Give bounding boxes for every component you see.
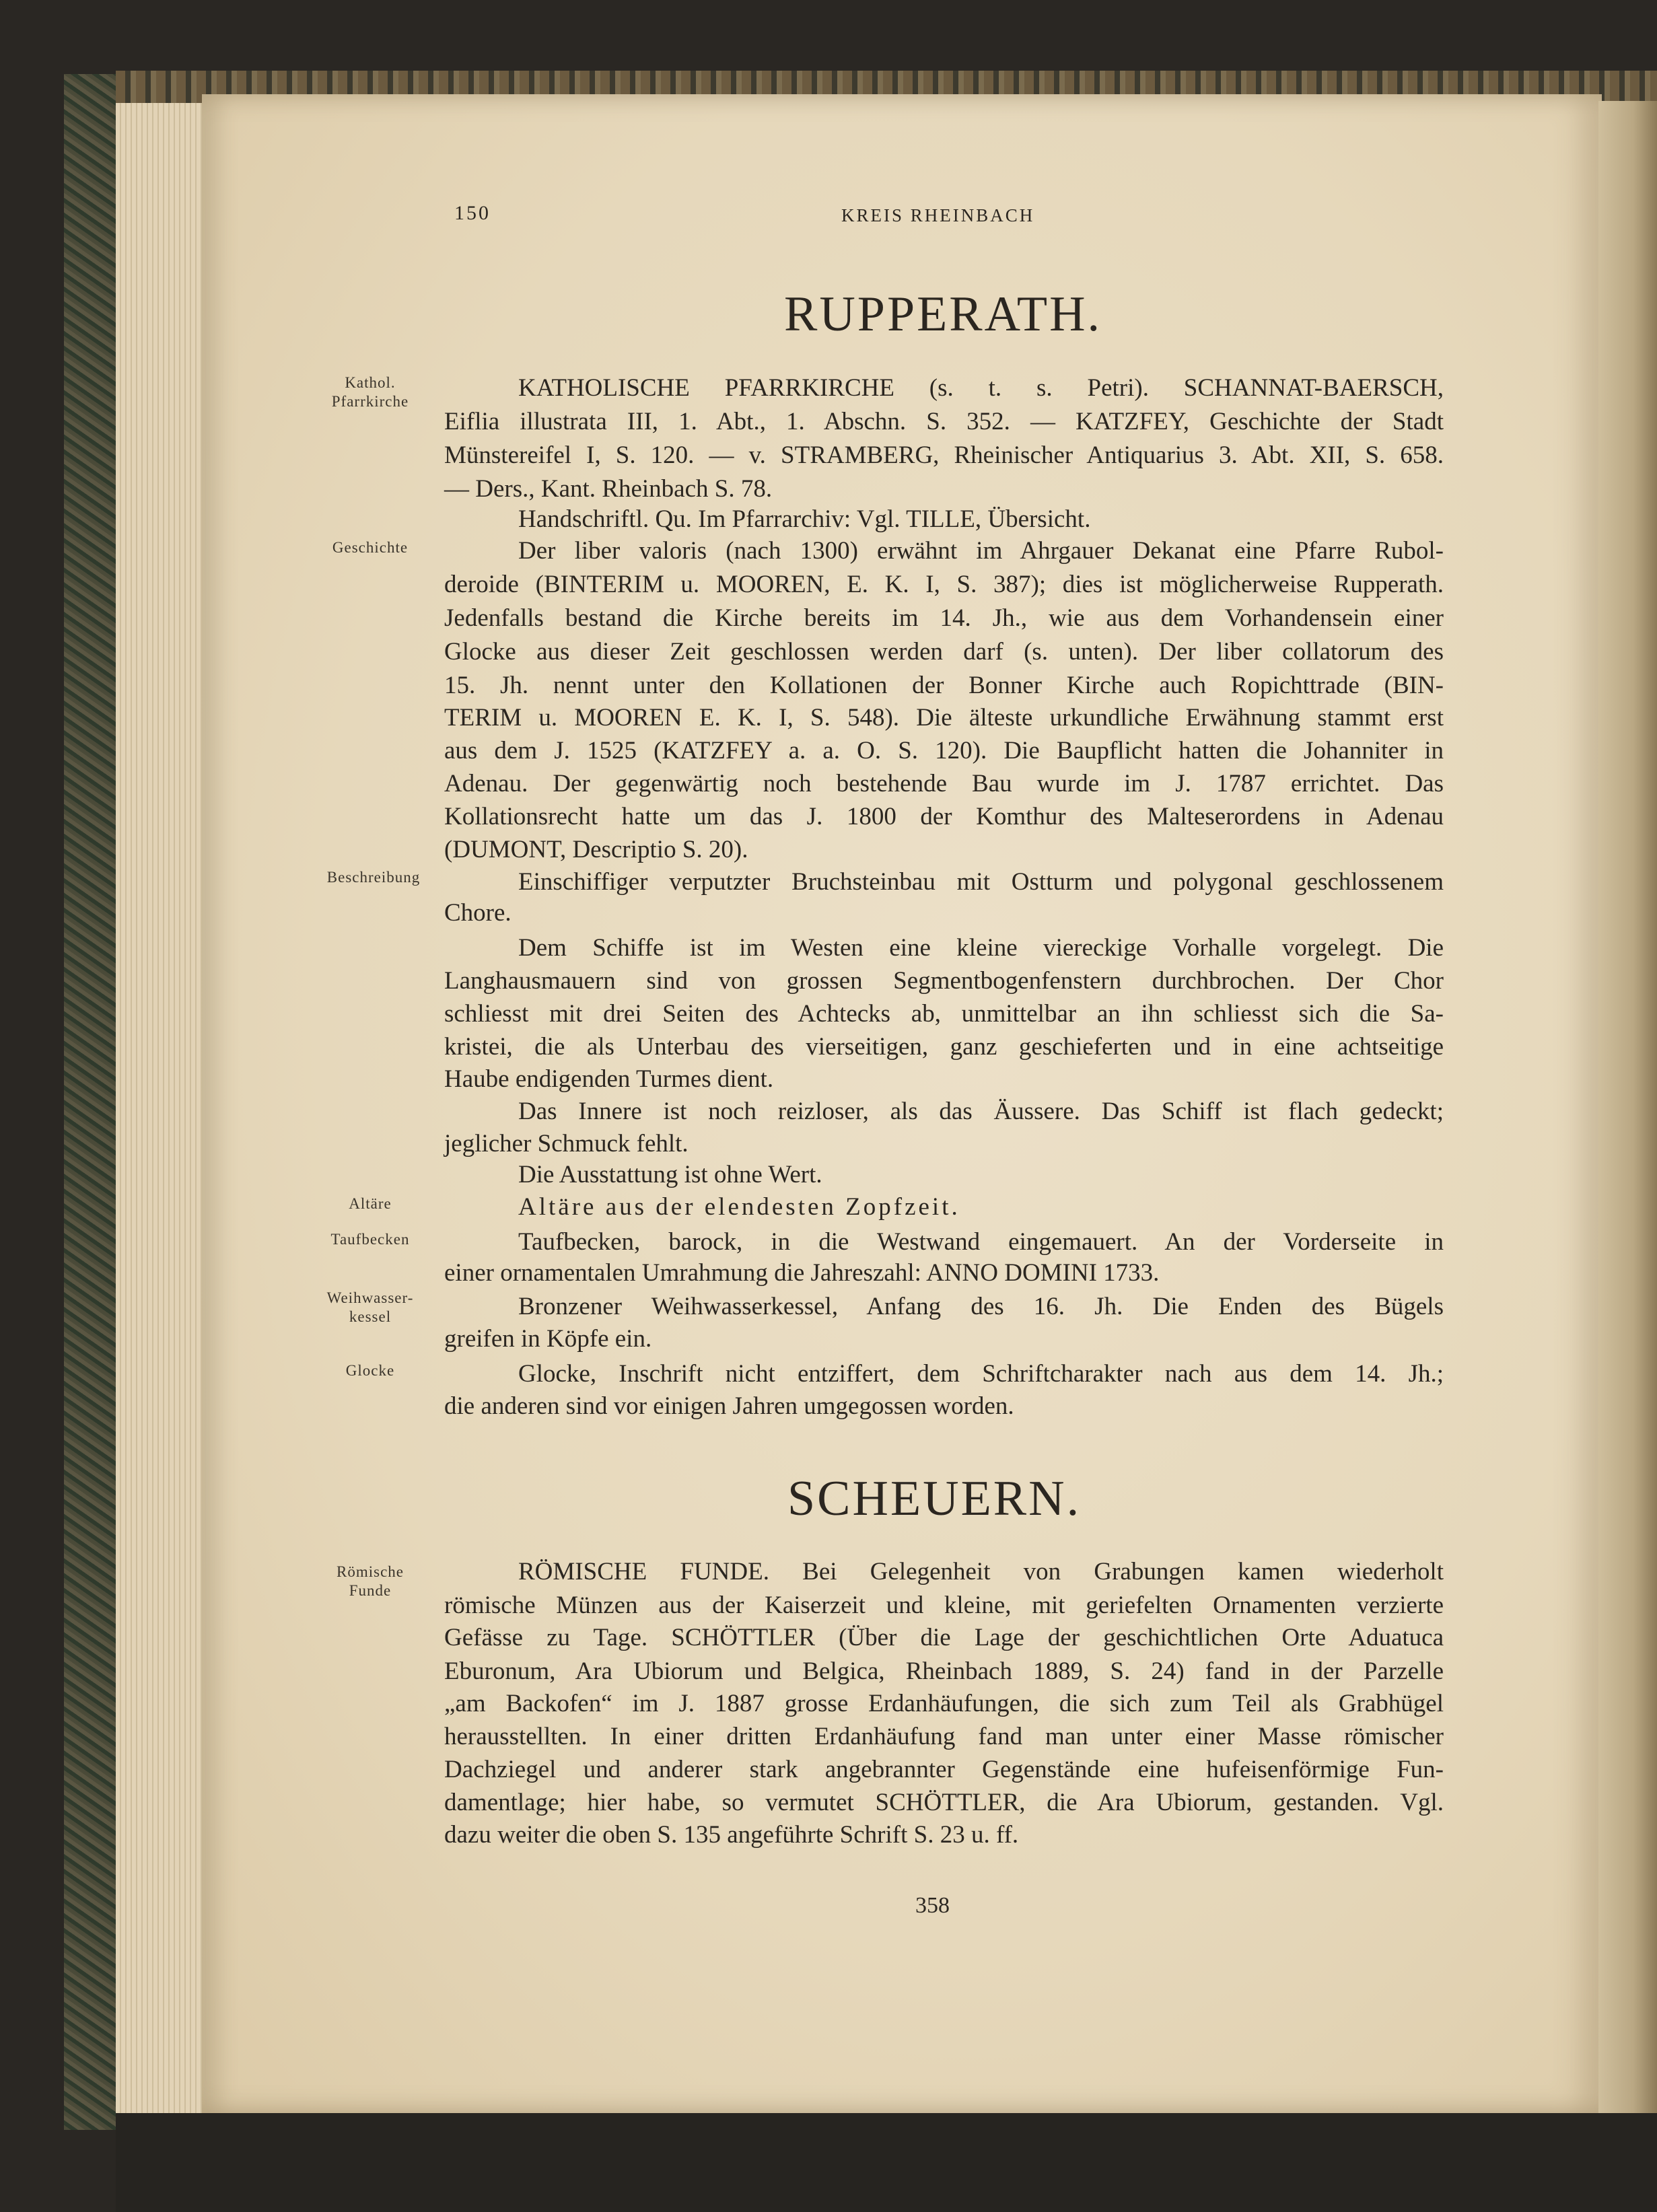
margin-note-weihwasserkessel: Weihwasser- kessel bbox=[326, 1289, 414, 1325]
text-line: „am Backofen“ im J. 1887 grosse Erdanhäufungen, die sich zum Teil als Grabhügel bbox=[444, 1690, 1444, 1717]
text-line: Dachziegel und anderer stark angebrannter Gegenstände eine hufeisenförmige Fun- bbox=[444, 1756, 1444, 1783]
margin-note-geschichte: Geschichte bbox=[332, 539, 409, 556]
page-curve-edge bbox=[1598, 101, 1657, 2113]
margin-note-pfarrkirche: Kathol. Pfarrkirche bbox=[331, 374, 409, 410]
text-line: dazu weiter die oben S. 135 angeführte Schrift S. 23 u. ff. bbox=[444, 1821, 1019, 1849]
text-line: Einschiffiger verputzter Bruchsteinbau mit Ostturm und polygonal geschlossenem bbox=[518, 868, 1444, 896]
margin-note-roemische-funde: Römische Funde bbox=[337, 1563, 404, 1599]
text-line: Münstereifel I, S. 120. — v. STRAMBERG, Rheinischer Antiquarius 3. Abt. XII, S. 658. bbox=[444, 441, 1444, 469]
text-line: (DUMONT, Descriptio S. 20). bbox=[444, 836, 748, 863]
text-line: Kollationsrecht hatte um das J. 1800 der Komthur des Malteserordens in Adenau bbox=[444, 803, 1444, 830]
text-line: Glocke, Inschrift nicht entziffert, dem Schriftcharakter nach aus dem 14. Jh.; bbox=[518, 1360, 1444, 1388]
text-line: aus dem J. 1525 (KATZFEY a. a. O. S. 120). Die Baupflicht hatten die Johanniter in bbox=[444, 737, 1444, 764]
text-line: einer ornamentalen Umrahmung die Jahreszahl: ANNO DOMINI 1733. bbox=[444, 1259, 1160, 1287]
text-line: herausstellten. In einer dritten Erdanhäufung fand man unter einer Masse römischer bbox=[444, 1723, 1444, 1750]
text-line: Handschriftl. Qu. Im Pfarrarchiv: Vgl. TILLE, Übersicht. bbox=[518, 505, 1091, 533]
text-line: deroide (BINTERIM u. MOOREN, E. K. I, S. 387); dies ist möglicherweise Rupperath. bbox=[444, 571, 1444, 598]
text-line: Die Ausstattung ist ohne Wert. bbox=[518, 1161, 822, 1188]
text-line: Eburonum, Ara Ubiorum und Belgica, Rheinbach 1889, S. 24) fand in der Parzelle bbox=[444, 1657, 1444, 1685]
section-title-scheuern: SCHEUERN. bbox=[787, 1471, 1082, 1526]
running-head: KREIS RHEINBACH bbox=[841, 205, 1035, 225]
text-line: kristei, die als Unterbau des vierseitigen, ganz geschieferten und in eine achtseitige bbox=[444, 1033, 1444, 1061]
section-title-rupperath: RUPPERATH. bbox=[784, 287, 1102, 342]
margin-note-altaere: Altäre bbox=[349, 1195, 392, 1212]
page-number: 150 bbox=[454, 202, 491, 224]
text-line: Adenau. Der gegenwärtig noch bestehende Bau wurde im J. 1787 errichtet. Das bbox=[444, 770, 1444, 797]
text-line: Jedenfalls bestand die Kirche bereits im 14. Jh., wie aus dem Vorhandensein einer bbox=[444, 604, 1444, 632]
book-cover-edge bbox=[64, 74, 120, 2130]
text-line: TERIM u. MOOREN E. K. I, S. 548). Die älteste urkundliche Erwähnung stammt erst bbox=[444, 704, 1444, 732]
bottom-shadow bbox=[116, 2113, 1657, 2212]
text-line: Taufbecken, barock, in die Westwand eingemauert. An der Vorderseite in bbox=[518, 1228, 1444, 1256]
margin-note-glocke: Glocke bbox=[345, 1362, 395, 1379]
text-line: Chore. bbox=[444, 899, 512, 927]
text-line: römische Münzen aus der Kaiserzeit und kleine, mit geriefelten Ornamenten verzierte bbox=[444, 1592, 1444, 1619]
text-line: greifen in Köpfe ein. bbox=[444, 1325, 652, 1353]
text-line: 15. Jh. nennt unter den Kollationen der Bonner Kirche auch Ropichttrade (BIN- bbox=[444, 672, 1444, 699]
folio-number: 358 bbox=[915, 1893, 950, 1918]
text-line: Langhausmauern sind von grossen Segmentbogenfenstern durchbrochen. Der Chor bbox=[444, 967, 1444, 995]
text-line: Das Innere ist noch reizloser, als das Äussere. Das Schiff ist flach gedeckt; bbox=[518, 1098, 1444, 1125]
text-line: Der liber valoris (nach 1300) erwähnt im Ahrgauer Dekanat eine Pfarre Rubol- bbox=[518, 537, 1444, 565]
text-line: Gefässe zu Tage. SCHÖTTLER (Über die Lage der geschichtlichen Orte Aduatuca bbox=[444, 1624, 1444, 1651]
text-line: schliesst mit drei Seiten des Achtecks ab, unmittelbar an ihn schliesst sich die Sa- bbox=[444, 1000, 1444, 1028]
margin-note-beschreibung: Beschreibung bbox=[326, 869, 421, 886]
text-line: KATHOLISCHE PFARRKIRCHE (s. t. s. Petri). SCHANNAT-BAERSCH, bbox=[518, 374, 1444, 402]
text-line: die anderen sind vor einigen Jahren umgegossen worden. bbox=[444, 1392, 1014, 1420]
text-line: Glocke aus dieser Zeit geschlossen werden darf (s. unten). Der liber collatorum des bbox=[444, 638, 1444, 666]
text-line: damentlage; hier habe, so vermutet SCHÖTTLER, die Ara Ubiorum, gestanden. Vgl. bbox=[444, 1789, 1444, 1816]
text-line: Altäre aus der elendesten Zopfzeit. bbox=[518, 1193, 960, 1221]
text-line: Haube endigenden Turmes dient. bbox=[444, 1065, 774, 1093]
text-line: jeglicher Schmuck fehlt. bbox=[444, 1130, 689, 1157]
margin-note-taufbecken: Taufbecken bbox=[330, 1231, 410, 1248]
text-line: RÖMISCHE FUNDE. Bei Gelegenheit von Grabungen kamen wiederholt bbox=[518, 1558, 1444, 1585]
text-line: — Ders., Kant. Rheinbach S. 78. bbox=[444, 475, 773, 503]
text-line: Dem Schiffe ist im Westen eine kleine viereckige Vorhalle vorgelegt. Die bbox=[518, 934, 1444, 962]
text-line: Eiflia illustrata III, 1. Abt., 1. Abschn. S. 352. — KATZFEY, Geschichte der Stadt bbox=[444, 408, 1444, 435]
text-line: Bronzener Weihwasserkessel, Anfang des 16. Jh. Die Enden des Bügels bbox=[518, 1293, 1444, 1320]
